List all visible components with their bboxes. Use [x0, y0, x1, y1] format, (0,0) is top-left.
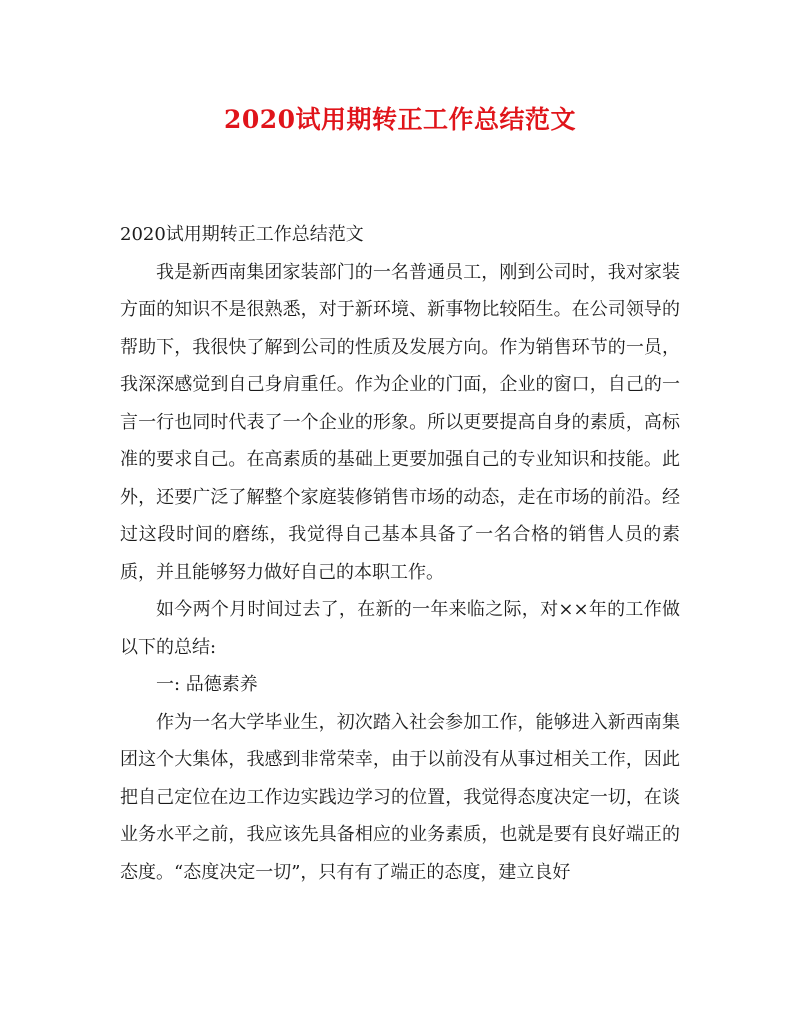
paragraph-1: 我是新西南集团家装部门的一名普通员工，刚到公司时，我对家装方面的知识不是很熟悉，对于新环境、新事物比较陌生。在公司领导的帮助下，我很快了解到公司的性质及发展方向。作为销售环节的一员，我深深感觉到自己身肩重任。作为企业的门面，企业的窗口，自己的一言一行也同时代表了一个企业的形象。所以更要提高自身的素质，高标准的要求自己。在高素质的基础上更要加强自己的专业知识和技能。此外，还要广泛了解整个家庭装修销售市场的动态，走在市场的前沿。经过这段时间的磨练，我觉得自己基本具备了一名合格的销售人员的素质，并且能够努力做好自己的本职工作。	[120, 261, 680, 583]
section-heading: 一: 品德素养	[156, 674, 258, 695]
document-subtitle: 2020试用期转正工作总结范文	[120, 224, 364, 245]
paragraph-2: 如今两个月时间过去了，在新的一年来临之际，对××年的工作做以下的总结:	[120, 599, 680, 658]
document-body	[120, 216, 680, 891]
document-title: 2020试用期转正工作总结范文	[223, 105, 577, 134]
paragraph-3: 作为一名大学毕业生，初次踏入社会参加工作，能够进入新西南集团这个大集体，我感到非常荣幸，由于以前没有从事过相关工作，因此把自己定位在边工作边实践边学习的位置，我觉得态度决定一切，在谈业务水平之前，我应该先具备相应的业务素质，也就是要有良好端正的态度。“态度决定一切”，只有有了端正的态度，建立良好	[120, 711, 680, 883]
